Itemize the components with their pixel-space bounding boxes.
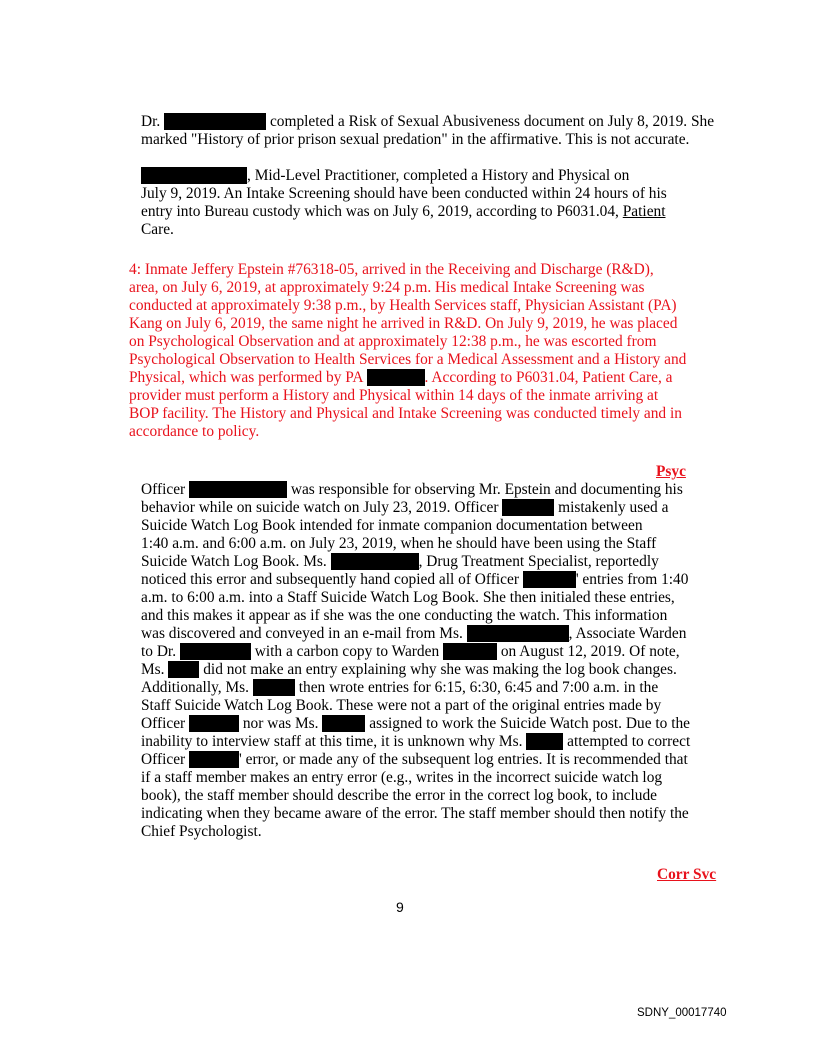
text-line xyxy=(129,333,656,351)
text-line xyxy=(141,517,643,535)
text-segment: provider must perform a History and Physical within 14 days of the inmate arriving at xyxy=(129,387,659,404)
redaction-block xyxy=(168,661,199,678)
text-line xyxy=(129,387,658,405)
text-line xyxy=(129,423,259,441)
text-line xyxy=(141,113,714,131)
text-segment: Suicide Watch Log Book intended for inmate companion documentation between xyxy=(141,517,643,534)
redaction-block xyxy=(526,733,563,750)
text-line xyxy=(129,315,677,333)
text-segment: 1:40 a.m. and 6:00 a.m. on July 23, 2019, when he should have been using the Staff xyxy=(141,535,657,552)
text-line xyxy=(141,131,689,149)
text-line xyxy=(141,625,686,643)
text-segment: then wrote entries for 6:15, 6:30, 6:45 and 7:00 a.m. in the xyxy=(294,679,659,696)
text-segment: Officer xyxy=(141,481,189,498)
text-segment: Additionally, Ms. xyxy=(141,679,253,696)
text-line xyxy=(129,279,644,297)
text-line xyxy=(141,535,656,553)
text-segment: Ms. xyxy=(141,661,169,678)
text-line xyxy=(129,369,672,387)
text-line xyxy=(141,805,689,823)
redaction-block xyxy=(164,113,266,130)
text-line xyxy=(141,185,667,203)
text-segment: accordance to policy. xyxy=(129,423,260,440)
redaction-block xyxy=(189,751,239,768)
text-line xyxy=(129,261,654,279)
text-segment: conducted at approximately 9:38 p.m., by Health Services staff, Physician Assistant (PA) xyxy=(129,297,677,314)
text-segment: , Associate Warden xyxy=(568,625,687,642)
text-segment: Suicide Watch Log Book. Ms. xyxy=(141,553,331,570)
redaction-block xyxy=(523,571,576,588)
redaction-block xyxy=(253,679,295,696)
text-segment: if a staff member makes an entry error (e.g., writes in the incorrect suicide watch log xyxy=(141,769,663,786)
text-segment: attempted to correct xyxy=(563,733,691,750)
page-number: 9 xyxy=(396,899,404,915)
text-segment: to Dr. xyxy=(141,643,180,660)
text-segment: completed a Risk of Sexual Abusiveness document on July 8, 2019. She xyxy=(266,113,715,130)
redaction-block xyxy=(180,643,251,660)
text-line xyxy=(129,297,677,315)
text-segment: marked "History of prior prison sexual predation" in the affirmative. This is not accurate. xyxy=(141,131,690,148)
text-segment: inability to interview staff at this time, it is unknown why Ms. xyxy=(141,733,527,750)
section-tag-psyc: Psyc xyxy=(656,463,686,480)
text-segment: was responsible for observing Mr. Epstein and documenting his xyxy=(287,481,683,498)
redaction-block xyxy=(322,715,365,732)
text-segment: book), the staff member should describe the error in the correct log book, to include xyxy=(141,787,657,804)
text-segment: Psychological Observation to Health Services for a Medical Assessment and a History and xyxy=(129,351,687,368)
text-line xyxy=(141,553,659,571)
text-line xyxy=(141,571,688,589)
text-segment: with a carbon copy to Warden xyxy=(250,643,443,660)
text-line xyxy=(141,607,667,625)
text-line xyxy=(141,221,174,239)
redaction-block xyxy=(467,625,569,642)
text-line xyxy=(141,823,262,841)
text-segment: mistakenly used a xyxy=(554,499,669,516)
text-line xyxy=(141,751,688,769)
text-segment: entry into Bureau custody which was on July 6, 2019, according to P6031.04, xyxy=(141,203,623,220)
text-segment: Care. xyxy=(141,221,174,238)
text-line xyxy=(141,203,666,221)
text-segment: Officer xyxy=(141,715,189,732)
text-line xyxy=(129,351,686,369)
redaction-block xyxy=(331,553,419,570)
redaction-block xyxy=(189,715,239,732)
text-segment: was discovered and conveyed in an e-mail from Ms. xyxy=(141,625,467,642)
text-segment: a.m. to 6:00 a.m. into a Staff Suicide Watch Log Book. She then initialed these entries, xyxy=(141,589,675,606)
text-segment: indicating when they became aware of the error. The staff member should then notify the xyxy=(141,805,689,822)
text-line xyxy=(141,481,683,499)
redaction-block xyxy=(443,643,497,660)
text-segment: and this makes it appear as if she was the one conducting the watch. This information xyxy=(141,607,668,624)
section-tag-corr-svc: Corr Svc xyxy=(657,866,717,883)
text-segment: ' error, or made any of the subsequent log entries. It is recommended that xyxy=(239,751,688,768)
text-segment: Chief Psychologist. xyxy=(141,823,262,840)
text-line xyxy=(129,405,682,423)
redaction-block xyxy=(502,499,554,516)
bates-number: SDNY_00017740 xyxy=(637,1007,727,1019)
text-segment: on Psychological Observation and at approximately 12:38 p.m., he was escorted from xyxy=(129,333,657,350)
text-segment: did not make an entry explaining why she was making the log book changes. xyxy=(199,661,677,678)
text-segment: Dr. xyxy=(141,113,165,130)
text-segment: noticed this error and subsequently hand copied all of Officer xyxy=(141,571,523,588)
text-segment: nor was Ms. xyxy=(239,715,323,732)
underlined-text: Patient xyxy=(622,203,666,220)
text-segment: , Mid-Level Practitioner, completed a History and Physical on xyxy=(247,167,630,184)
text-segment: area, on July 6, 2019, at approximately 9:24 p.m. His medical Intake Screening was xyxy=(129,279,645,296)
text-line xyxy=(141,733,690,751)
text-segment: Kang on July 6, 2019, the same night he arrived in R&D. On July 9, 2019, he was placed xyxy=(129,315,678,332)
text-line xyxy=(141,499,668,517)
redaction-block xyxy=(141,167,247,184)
text-segment: BOP facility. The History and Physical and Intake Screening was conducted timely and in xyxy=(129,405,682,422)
text-segment: 4: Inmate Jeffery Epstein #76318-05, arrived in the Receiving and Discharge (R&D), xyxy=(129,261,654,278)
text-line xyxy=(141,589,675,607)
text-line xyxy=(141,697,661,715)
text-segment: on August 12, 2019. Of note, xyxy=(497,643,680,660)
text-line xyxy=(141,679,658,697)
text-line xyxy=(141,167,629,185)
text-line xyxy=(141,787,657,805)
text-segment: , Drug Treatment Specialist, reportedly xyxy=(418,553,659,570)
text-segment: assigned to work the Suicide Watch post. Due to the xyxy=(365,715,690,732)
redaction-block xyxy=(189,481,287,498)
text-line xyxy=(141,643,680,661)
text-segment: ' entries from 1:40 xyxy=(575,571,689,588)
text-segment: Physical, which was performed by PA xyxy=(129,369,367,386)
text-line xyxy=(141,661,677,679)
text-line xyxy=(141,769,662,787)
text-segment: . According to P6031.04, Patient Care, a xyxy=(424,369,673,386)
redaction-block xyxy=(367,369,425,386)
text-segment: behavior while on suicide watch on July 23, 2019. Officer xyxy=(141,499,503,516)
text-segment: Officer xyxy=(141,751,189,768)
text-segment: Staff Suicide Watch Log Book. These were not a part of the original entries made by xyxy=(141,697,662,714)
text-segment: July 9, 2019. An Intake Screening should have been conducted within 24 hours of his xyxy=(141,185,667,202)
text-line xyxy=(141,715,690,733)
